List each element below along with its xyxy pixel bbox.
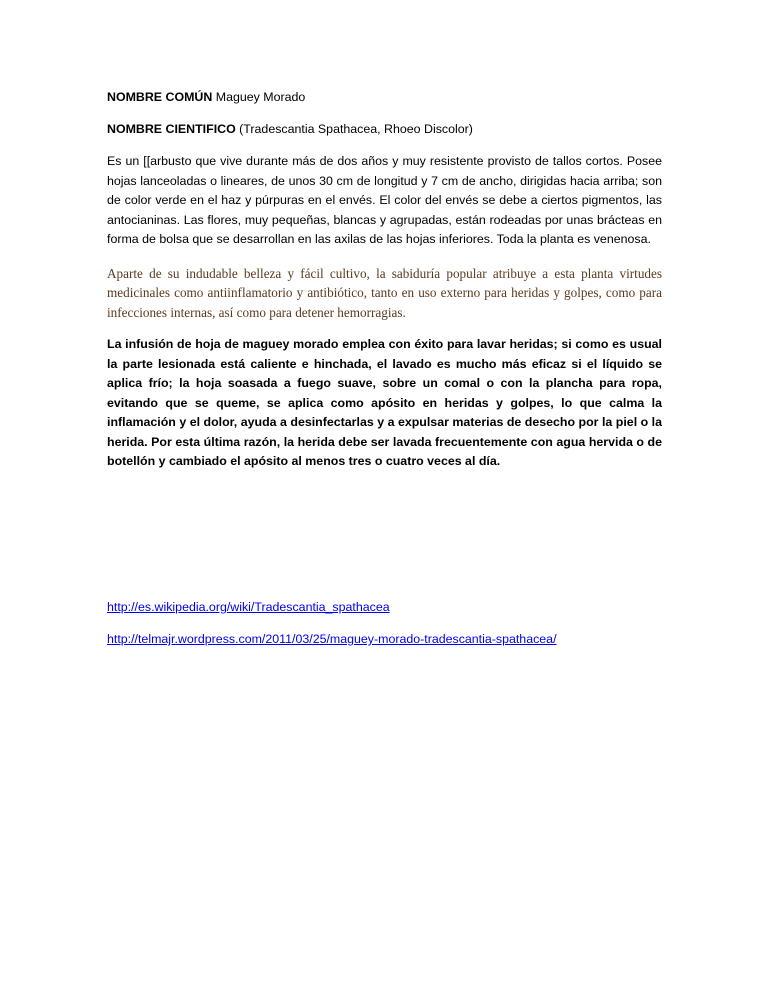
infusion-paragraph: La infusión de hoja de maguey morado emplea con éxito para lavar heridas; si como es usual la parte lesionada está caliente e hinchada, el lavado es mucho más eficaz si el líquido se aplica frío; la hoja soasada a fuego suave, sobre un comal o con la plancha para ropa, evitando que se queme, se aplica como apósito en heridas y golpes, lo que calma la inflamación y el dolor, ayuda a desinfectarlas y a expulsar materias de desecho por la piel o la herida. Por esta última razón, la herida debe ser lavada frecuentemente con agua hervida o de botellón y cambiado el apósito al menos tres o cuatro veces al día. [107, 337, 662, 468]
description-paragraph: Es un [[arbusto que vive durante más de dos años y muy resistente provisto de tallos cortos. Posee hojas lanceoladas o lineares, de unos 30 cm de longitud y 7 cm de ancho, dirigidas hacia arriba; son de color verde en el haz y púrpuras en el envés. El color del envés se debe a ciertos pigmentos, las antocianinas. Las flores, muy pequeñas, blancas y agrupadas, están rodeadas por unas brácteas en forma de bolsa que se desarrollan en las axilas de las hojas inferiores. Toda la planta es venenosa. [107, 154, 662, 246]
medicinal-uses-paragraph: Aparte de su indudable belleza y fácil cultivo, la sabiduría popular atribuye a esta planta virtudes medicinales como antiinflamatorio y antibiótico, tanto en uso externo para heridas y golpes, como para infecciones internas, así como para detener hemorragias. [107, 265, 662, 320]
scientific-name-label: NOMBRE CIENTIFICO [107, 122, 236, 136]
document-body [107, 88, 662, 485]
wikipedia-link[interactable]: http://es.wikipedia.org/wiki/Tradescantia_spathacea [107, 600, 390, 614]
reference-links [107, 598, 662, 662]
common-name-label: NOMBRE COMÚN [107, 90, 213, 104]
scientific-name-line [107, 120, 662, 139]
common-name-line [107, 88, 662, 107]
scientific-name-value: (Tradescantia Spathacea, Rhoeo Discolor) [235, 122, 473, 136]
wordpress-link[interactable]: http://telmajr.wordpress.com/2011/03/25/maguey-morado-tradescantia-spathacea/ [107, 632, 557, 646]
common-name-value: Maguey Morado [212, 90, 306, 104]
